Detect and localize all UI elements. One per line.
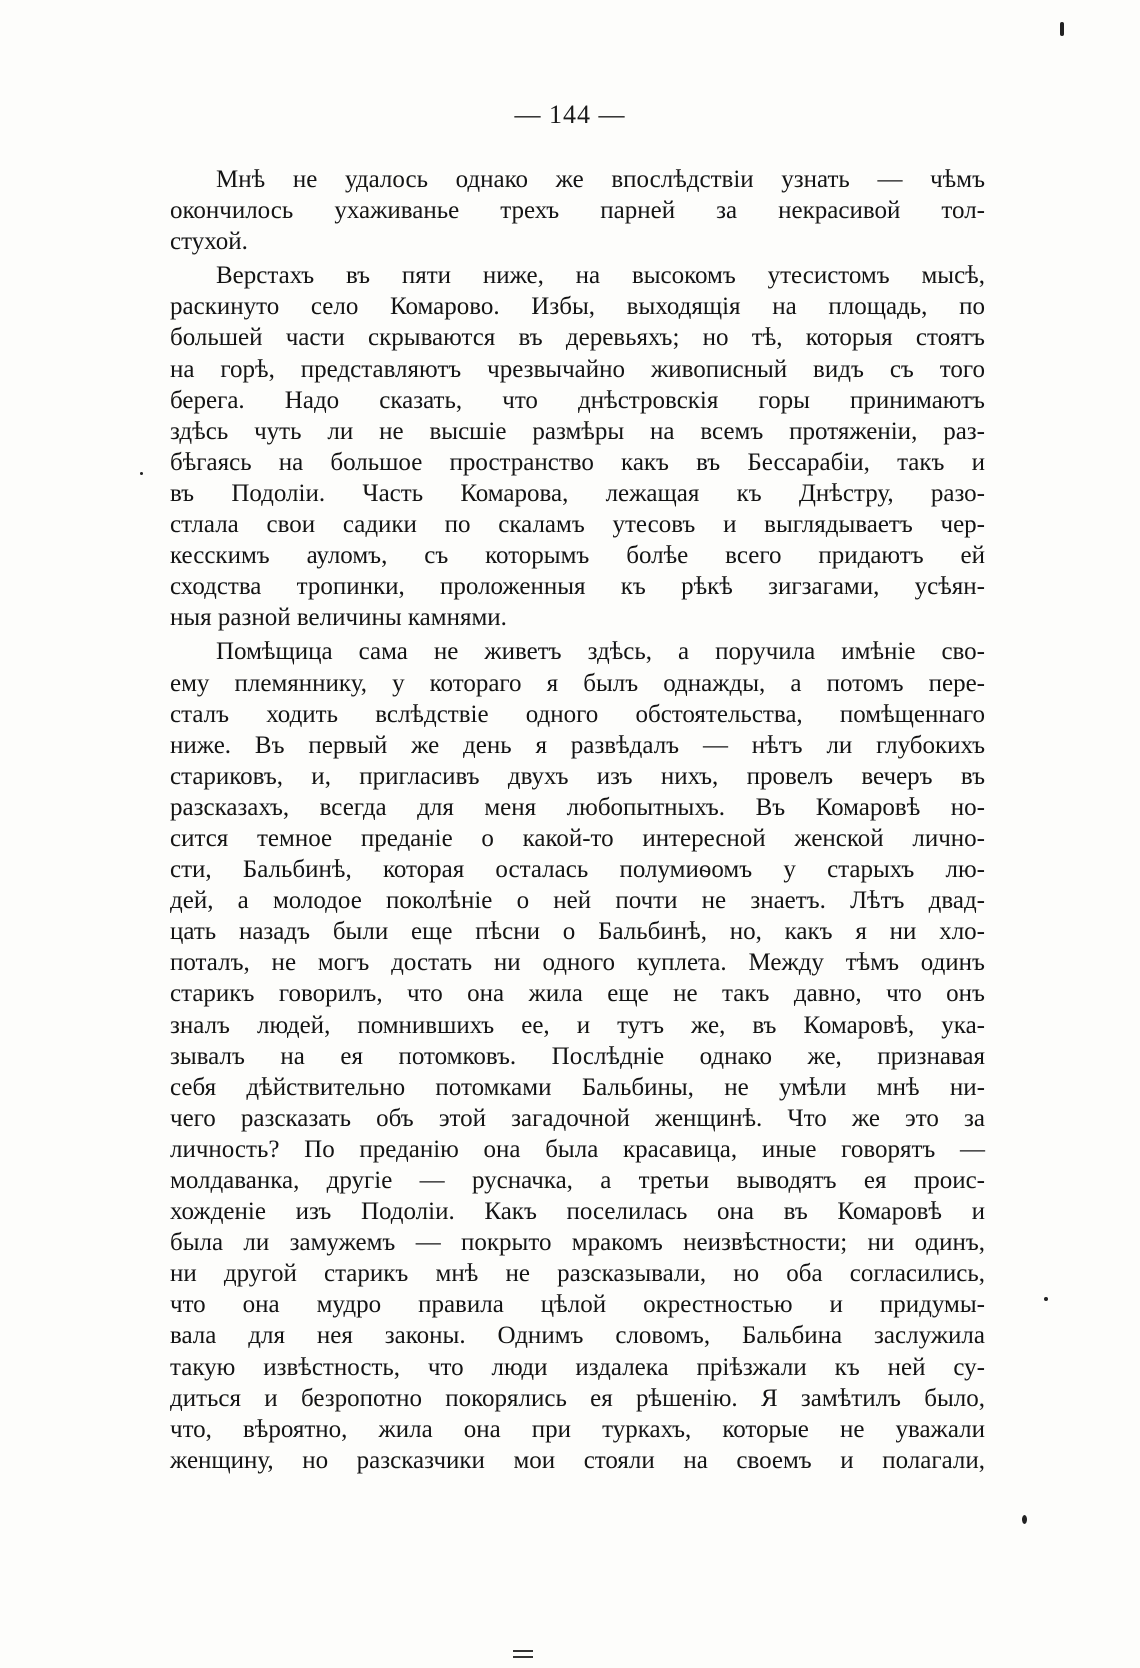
scan-speck [1022,1515,1027,1524]
footer-mark [513,1656,533,1658]
text-line: кесскимъ ауломъ, съ которымъ болѣе всего придаютъ ей [170,542,985,570]
body-text [170,164,985,1479]
text-line: ему племяннику, у котораго я былъ однажды, а потомъ пере- [170,669,985,697]
text-line: ни другой старикъ мнѣ не разсказывали, но оба согласились, [170,1260,985,1288]
text-line: сталъ ходить вслѣдствіе одного обстоятельства, помѣщеннаго [170,700,985,728]
paragraph [170,164,985,257]
text-line: стариковъ, и, пригласивъ двухъ изъ нихъ, провелъ вечеръ въ [170,762,985,790]
text-line: Верстахъ въ пяти ниже, на высокомъ утесистомъ мысѣ, [216,262,985,290]
text-line: сходства тропинки, проложенныя къ рѣкѣ зигзагами, усѣян- [170,573,985,601]
text-line: стлала свои садики по скаламъ утесовъ и выглядываетъ чер- [170,511,985,539]
text-line: зналъ людей, помнившихъ ее, и тутъ же, въ Комаровѣ, ука- [170,1011,985,1039]
text-line: стухой. [170,228,248,256]
text-line: чего разсказать объ этой загадочной женщинѣ. Что же это за [170,1104,985,1132]
text-line: цать назадъ были еще пѣсни о Бальбинѣ, но, какъ я ни хло- [170,918,985,946]
text-line: что, вѣроятно, жила она при туркахъ, которые не уважали [170,1415,985,1443]
text-line: разсказахъ, всегда для меня любопытныхъ. Въ Комаровѣ но- [170,793,985,821]
text-line: зывалъ на ея потомковъ. Послѣдніе однако же, признавая [170,1042,985,1070]
text-line: сти, Бальбинѣ, которая осталась полумиѳомъ у старыхъ лю- [170,856,985,884]
text-line: что она мудро правила цѣлой окрестностью и придумы- [170,1291,985,1319]
page-number: — 144 — [514,100,626,129]
text-line: старикъ говорилъ, что она жила еще не такъ давно, что онъ [170,980,985,1008]
text-line: Мнѣ не удалось однако же впослѣдствіи узнать — чѣмъ [216,166,985,193]
text-line: раскинуто село Комарово. Избы, выходящія на площадь, по [170,293,985,321]
text-line: такую извѣстность, что люди издалека пріѣзжали къ ней су- [170,1353,985,1381]
text-line: была ли замужемъ — покрыто мракомъ неизвѣстности; ни одинъ, [170,1229,985,1257]
text-line: личность? По преданію она была красавица, иные говорятъ — [170,1135,985,1163]
text-line: окончилось ухаживанье трехъ парней за некрасивой тол- [170,197,985,225]
text-line: большей части скрываются въ деревьяхъ; но тѣ, которыя стоятъ [170,324,985,352]
text-line: бѣгаясь на большое пространство какъ въ Бессарабіи, такъ и [170,448,985,476]
scan-speck [1044,1297,1048,1301]
paragraph [170,260,985,633]
text-line: сится темное преданіе о какой-то интересной женской лично- [170,824,985,852]
text-line: на горѣ, представляютъ чрезвычайно живописный видъ съ того [170,355,985,383]
scan-speck [1060,22,1064,36]
text-line: берега. Надо сказать, что днѣстровскія горы принимаютъ [170,386,985,414]
text-line: молдаванка, другіе — русначка, а третьи выводятъ ея проис- [170,1167,985,1194]
text-line: здѣсь чуть ли не высшіе размѣры на всемъ протяженіи, раз- [170,417,985,445]
text-line: поталъ, не могъ достать ни одного куплета. Между тѣмъ одинъ [170,949,985,977]
text-line: ныя разной величины камнями. [170,604,507,632]
text-line: себя дѣйствительно потомками Бальбины, не умѣли мнѣ ни- [170,1073,985,1101]
text-line: въ Подоліи. Часть Комарова, лежащая къ Днѣстру, разо- [170,479,985,507]
text-line: дей, а молодое поколѣніе о ней почти не знаетъ. Лѣтъ двад- [170,887,985,915]
text-line: женщину, но разсказчики мои стояли на своемъ и полагали, [170,1446,985,1474]
text-line: диться и безропотно покорялись ея рѣшенію. Я замѣтилъ было, [170,1384,985,1412]
text-line: хожденіе изъ Подоліи. Какъ поселилась она въ Комаровѣ и [170,1198,985,1226]
text-line: вала для нея законы. Однимъ словомъ, Бальбина заслужила [170,1322,985,1350]
text-line: Помѣщица сама не живетъ здѣсь, а поручила имѣніе сво- [216,638,985,666]
scan-speck [140,472,143,475]
footer-mark [513,1650,533,1652]
text-line: ниже. Въ первый же день я развѣдалъ — нѣтъ ли глубокихъ [170,731,985,759]
paragraph [170,636,985,1476]
